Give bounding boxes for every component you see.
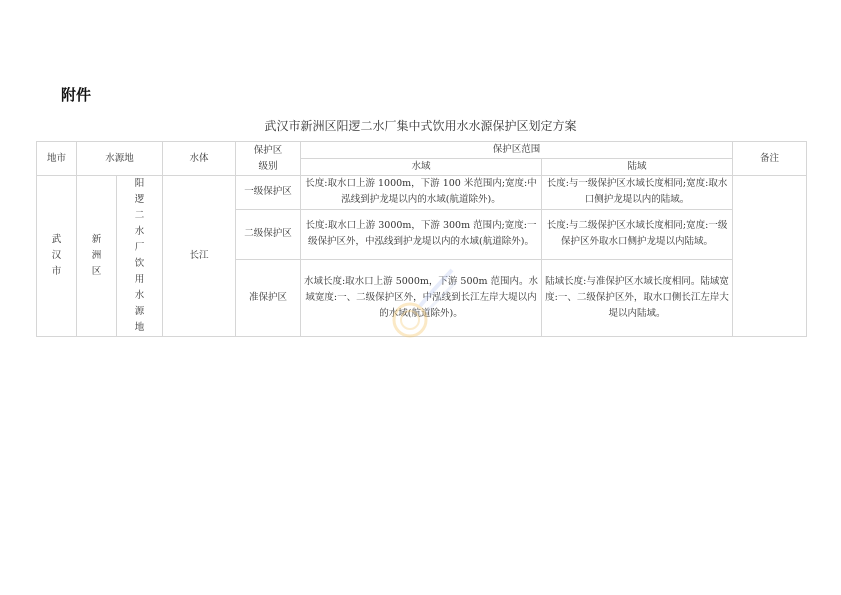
level-cell: 准保护区: [236, 259, 301, 336]
vertical-text: 武汉市: [51, 234, 62, 277]
header-level-line2: 级别: [258, 160, 278, 172]
city-cell: [37, 176, 77, 337]
district-cell: [77, 176, 117, 337]
header-level-line1: 保护区: [253, 144, 283, 156]
header-land-area: 陆域: [542, 159, 733, 176]
river-cell: 长江: [163, 176, 236, 337]
water-scope-cell: 长度:取水口上游 1000m，下游 100 米范围内;宽度:中泓线到护龙堤以内的水域(航道除外)。: [301, 176, 542, 210]
level-cell: 二级保护区: [236, 209, 301, 259]
attachment-label: 附件: [61, 86, 92, 104]
source-name-cell: [117, 176, 163, 337]
header-water-area: 水域: [301, 159, 542, 176]
header-source: 水源地: [77, 142, 163, 176]
land-scope-cell: 长度:与二级保护区水域长度相同;宽度:一级保护区外取水口侧护龙堤以内陆域。: [542, 209, 733, 259]
remarks-cell: [733, 176, 807, 337]
land-scope-cell: 长度:与一级保护区水域长度相同;宽度:取水口侧护龙堤以内的陆域。: [542, 176, 733, 210]
header-level: [236, 142, 301, 176]
header-scope: 保护区范围: [301, 142, 733, 159]
water-scope-cell: 长度:取水口上游 3000m，下游 300m 范围内;宽度:一级保护区外，中泓线到护龙堤以内的水域(航道除外)。: [301, 209, 542, 259]
protection-zone-table: [36, 141, 807, 337]
water-scope-cell: 水域长度:取水口上游 5000m，下游 500m 范围内。水域宽度:一、二级保护区外，中泓线到长江左岸大堤以内的水域(航道除外)。: [301, 259, 542, 336]
level-cell: 一级保护区: [236, 176, 301, 210]
header-water-body: 水体: [163, 142, 236, 176]
document-title: 武汉市新洲区阳逻二水厂集中式饮用水水源保护区划定方案: [264, 119, 577, 133]
table-row: [37, 176, 807, 210]
header-row: [37, 142, 807, 159]
header-remarks: 备注: [733, 142, 807, 176]
vertical-text: 新洲区: [91, 234, 102, 277]
header-city: 地市: [37, 142, 77, 176]
land-scope-cell: 陆域长度:与准保护区水域长度相同。陆域宽度:一、二级保护区外，取水口侧长江左岸大堤以内陆域。: [542, 259, 733, 336]
vertical-text: 阳逻二水厂饮用水源地: [134, 178, 145, 333]
